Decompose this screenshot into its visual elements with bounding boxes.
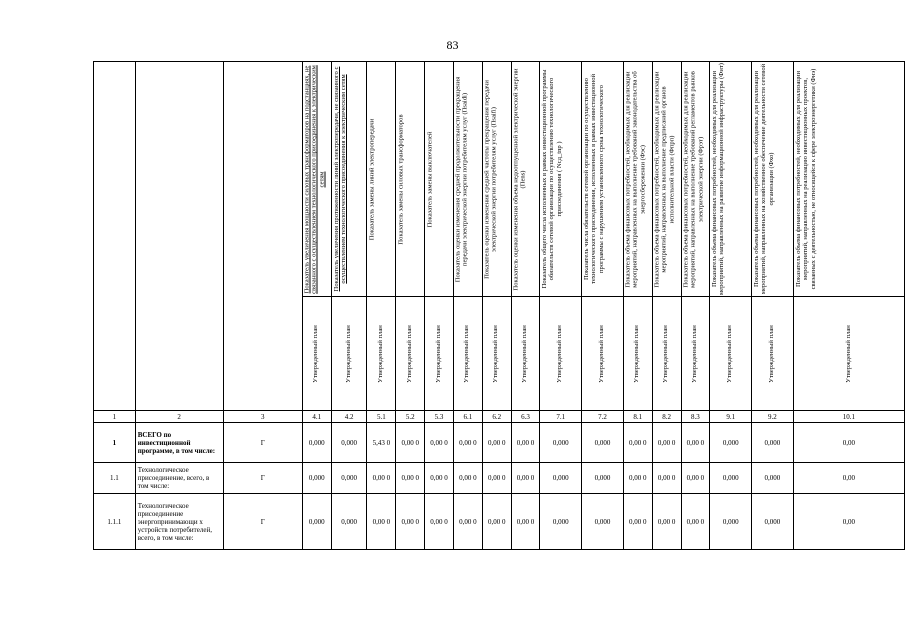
row-code: Г [223,494,302,550]
value-cell: 0,000 [710,494,752,550]
row-name: Технологическое присоединение, всего, в том числе: [135,463,223,494]
value-cell: 0,000 [752,423,794,463]
value-cell: 0,00 0 [425,494,454,550]
indicator-label: Показатель увеличения протяженности линий электропередачи, не связанного с осуществлением технологического присоединения к электрическим сетям [332,66,348,292]
value-cell: 0,000 [540,463,582,494]
indicator-header-cell [681,62,710,297]
table-row [94,423,905,463]
indicator-header-cell [540,62,582,297]
column-number: 8.1 [623,411,652,423]
value-cell: 0,00 0 [425,463,454,494]
value-cell: 0,00 0 [623,423,652,463]
indicator-label: Показатель объема финансовых потребностей, необходимых для реализации мероприятий, направленных на выполнение предписаний органов исполнительной власти (Фпрп) [653,70,676,288]
row-number: 1.1.1 [94,494,136,550]
indicator-label: Показатель объема финансовых потребностей, необходимых для реализации мероприятий, направленных на реализацию инвестиционных проектов, связанных с деятельностью, не относящейся к сфере электроэнергетики (Фнэ) [794,68,817,290]
indicator-label: Показатель общего числа исполненных в рамках инвестиционной программы обязательств сетевой организации по осуществлению технологического присоединения ( Nсд_tnp ) [541,69,564,289]
value-cell: 0,000 [540,494,582,550]
plan-label: Утвержденный план [434,324,442,383]
value-cell: 0,000 [752,463,794,494]
plan-label: Утвержденный план [662,324,670,383]
indicator-label: Показатель числа обязательств сетевой организации по осуществлению технологического присоединения, исполненных в рамках инвестиционной программы с нарушением установленного срока технологического [583,73,605,285]
column-number: 6.3 [511,411,540,423]
column-number: 4.2 [331,411,367,423]
value-cell: 0,000 [302,494,331,550]
value-cell: 0,000 [752,494,794,550]
value-cell: 0,000 [582,463,624,494]
indicator-label: Показатель увеличения мощности силовых трансформаторов на подстанциях, не связанного с осуществлением технологического присоединения к электрическим сетям [303,64,326,294]
plan-label: Утвержденный план [556,324,564,383]
plan-header-cell [367,297,396,411]
value-cell: 0,00 0 [511,463,540,494]
row-name: Технологическое присоединение энергопринимающи х устройств потребителей, всего, в том числе: [135,494,223,550]
column-number: 3 [223,411,302,423]
indicator-header-cell [331,62,367,297]
plan-label: Утвержденный план [344,324,352,383]
indicator-label: Показатель оценки изменения средней частоты прекращения передачи электрической энергии потребителям услуг (Пsaifi) [483,79,499,279]
column-number: 7.1 [540,411,582,423]
value-cell: 0,00 0 [652,423,681,463]
value-cell: 0,00 0 [367,494,396,550]
plan-label: Утвержденный план [312,324,320,383]
value-cell: 0,00 0 [623,494,652,550]
plan-label: Утвержденный план [376,324,384,383]
value-cell: 0,00 0 [396,494,425,550]
value-cell: 0,000 [582,494,624,550]
value-cell: 0,000 [582,423,624,463]
value-cell: 0,00 0 [511,423,540,463]
row-code: Г [223,423,302,463]
table-row [94,463,905,494]
indicator-header-cell [453,62,482,297]
column-number: 5.2 [396,411,425,423]
value-cell: 0,00 0 [681,423,710,463]
indicator-header-cell [367,62,396,297]
column-number: 4.1 [302,411,331,423]
indicator-header-cell [511,62,540,297]
page-number: 83 [446,38,459,52]
value-cell: 0,00 0 [652,494,681,550]
indicator-header-cell [582,62,624,297]
value-cell: 0,00 [793,463,904,494]
column-number: 8.3 [681,411,710,423]
value-cell: 0,00 0 [453,494,482,550]
plan-header-cell [511,297,540,411]
column-number: 7.2 [582,411,624,423]
indicator-label: Показатель оценки изменения объема недоотпущенной электрической энергии (Пens) [512,67,528,291]
indicator-header-cell [425,62,454,297]
value-cell: 5,43 0 [367,423,396,463]
value-cell: 0,00 0 [652,463,681,494]
column-number: 5.3 [425,411,454,423]
indicator-header-cell [752,62,794,297]
header-blank-2 [135,62,223,411]
plan-header-cell [681,297,710,411]
header-blank-3 [223,62,302,411]
indicator-label: Показатель оценки изменения средней продолжительности прекращения передачи электрической энергии потребителям услуг (Пsaidi) [454,76,470,282]
investment-indicators-table [93,61,905,550]
plan-header-cell [652,297,681,411]
plan-label: Утвержденный план [463,324,471,383]
indicator-label: Показатель объема финансовых потребностей, необходимых для реализации мероприятий, направленных на выполнение требований законодательства об энергосбережении (Фэс) [624,70,647,288]
value-cell: 0,00 0 [482,423,511,463]
column-number: 6.1 [453,411,482,423]
indicator-header-cell [623,62,652,297]
column-number: 9.1 [710,411,752,423]
value-cell: 0,00 0 [396,423,425,463]
plan-header-cell [425,297,454,411]
value-cell: 0,00 0 [681,494,710,550]
value-cell: 0,000 [331,423,367,463]
indicator-label: Показатель замены силовых трансформаторов [397,113,405,245]
value-cell: 0,00 0 [511,494,540,550]
value-cell: 0,00 0 [425,423,454,463]
plan-label: Утвержденный план [768,324,776,383]
plan-label: Утвержденный план [521,324,529,383]
value-cell: 0,00 0 [367,463,396,494]
column-number: 1 [94,411,136,423]
value-cell: 0,000 [302,423,331,463]
value-cell: 0,00 [793,494,904,550]
indicator-label: Показатель замены выключателей [426,131,434,227]
value-cell: 0,000 [710,463,752,494]
indicator-header-cell [396,62,425,297]
plan-label: Утвержденный план [633,324,641,383]
table-row [94,494,905,550]
column-number: 6.2 [482,411,511,423]
value-cell: 0,000 [540,423,582,463]
plan-header-cell [302,297,331,411]
plan-label: Утвержденный план [844,324,852,383]
indicator-header-row [94,62,905,297]
indicator-header-cell [652,62,681,297]
indicator-label: Показатель объема финансовых потребностей, необходимых для реализации мероприятий, направленных на развитие информационной инфраструктуры (Фит) [711,63,726,295]
plan-label: Утвержденный план [691,324,699,383]
indicator-label: Показатель замены линий электропередачи [368,118,376,240]
plan-header-cell [482,297,511,411]
plan-header-cell [710,297,752,411]
plan-header-cell [540,297,582,411]
plan-header-cell [331,297,367,411]
value-cell: 0,00 [793,423,904,463]
column-number: 10.1 [793,411,904,423]
row-number: 1 [94,423,136,463]
plan-header-cell [453,297,482,411]
value-cell: 0,00 0 [453,423,482,463]
value-cell: 0,00 0 [482,463,511,494]
indicator-header-cell [710,62,752,297]
indicator-header-cell [302,62,331,297]
value-cell: 0,000 [331,463,367,494]
plan-label: Утвержденный план [405,324,413,383]
column-number: 8.2 [652,411,681,423]
header-blank-1 [94,62,136,411]
value-cell: 0,00 0 [396,463,425,494]
indicator-header-cell [793,62,904,297]
column-number-row [94,411,905,423]
row-name: ВСЕГО по инвестиционной программе, в том числе: [135,423,223,463]
row-number: 1.1 [94,463,136,494]
indicator-label: Показатель объема финансовых потребностей, необходимых для реализации мероприятий, направленных на выполнение требований регламентов рынков электрической энергии (Фрэт) [682,70,705,288]
value-cell: 0,00 0 [623,463,652,494]
column-number: 9.2 [752,411,794,423]
indicator-header-cell [482,62,511,297]
value-cell: 0,000 [331,494,367,550]
plan-label: Утвержденный план [492,324,500,383]
plan-header-cell [623,297,652,411]
plan-header-cell [582,297,624,411]
column-number: 2 [135,411,223,423]
plan-header-cell [752,297,794,411]
value-cell: 0,00 0 [482,494,511,550]
plan-label: Утвержденный план [726,324,734,383]
value-cell: 0,000 [710,423,752,463]
indicator-label: Показатель объема финансовых потребностей, необходимых для реализации мероприятий, направленных на хозяйственное обеспечение деятельности сетевой организации (Фхо) [753,63,775,295]
plan-label: Утвержденный план [598,324,606,383]
column-number: 5.1 [367,411,396,423]
plan-header-cell [793,297,904,411]
row-code: Г [223,463,302,494]
plan-header-cell [396,297,425,411]
value-cell: 0,000 [302,463,331,494]
value-cell: 0,00 0 [453,463,482,494]
value-cell: 0,00 0 [681,463,710,494]
